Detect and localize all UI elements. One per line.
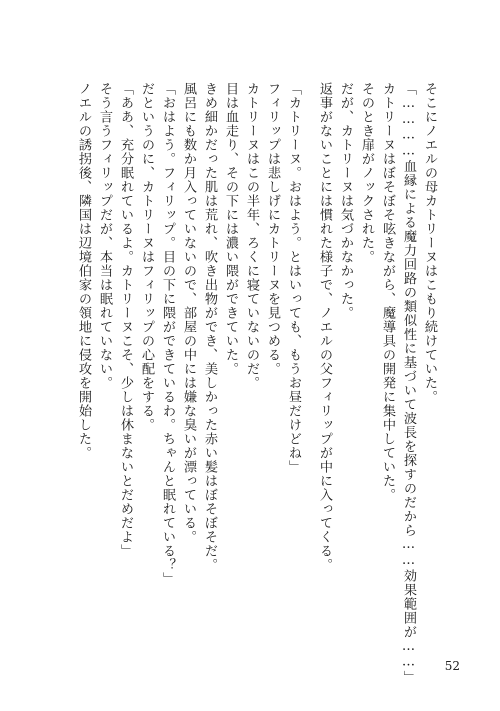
text-line: だが、カトリーヌは気づかなかった。	[338, 82, 353, 320]
text-line: ノエルの誘拐後、隣国は辺境伯家の領地に侵攻を開始した。	[76, 82, 91, 460]
text-line: 「ああ、充分眠れているよ。カトリーヌこそ、少しは休まないとだめだよ」	[118, 82, 133, 558]
text-line: カトリーヌはぼそぼそ呟きながら、魔導具の開発に集中していた。	[380, 82, 395, 502]
text-line: フィリップは悲しげにカトリーヌを見つめる。	[265, 82, 280, 376]
text-line: 目は血走り、その下には濃い隈ができていた。	[223, 82, 238, 376]
text-line: 「…………血縁による魔力回路の類似性に基づいて波長を探すのだから……効果範囲が……」	[401, 82, 416, 685]
text-line: そう言うフィリップだが、本当は眠れていない。	[97, 82, 112, 390]
text-line: きめ細かだった肌は荒れ、吹き出物ができ、美しかった赤い髪はぼそぼそだ。	[202, 82, 217, 572]
page-number: 52	[444, 659, 460, 673]
text-line: カトリーヌはこの半年、ろくに寝ていないのだ。	[244, 82, 259, 390]
text-line: そのとき扉がノックされた。	[359, 82, 374, 264]
text-line: 返事がないことには慣れた様子で、ノエルの父フィリップが中に入ってくる。	[317, 82, 332, 572]
text-line: そこにノエルの母カトリーヌはこもり続けていた。	[422, 82, 437, 404]
vertical-text-body	[73, 82, 440, 685]
text-line: 「おはよう。フィリップ。目の下に隈ができているわ。ちゃんと眠れている？」	[160, 82, 175, 586]
text-line: だというのに、カトリーヌはフィリップの心配をする。	[139, 82, 154, 432]
text-line: 「カトリーヌ。おはよう。とはいっても、もうお昼だけどね」	[286, 82, 301, 474]
text-line: 風呂にも数か月入っていないので、部屋の中には嫌な臭いが漂っている。	[181, 82, 196, 544]
